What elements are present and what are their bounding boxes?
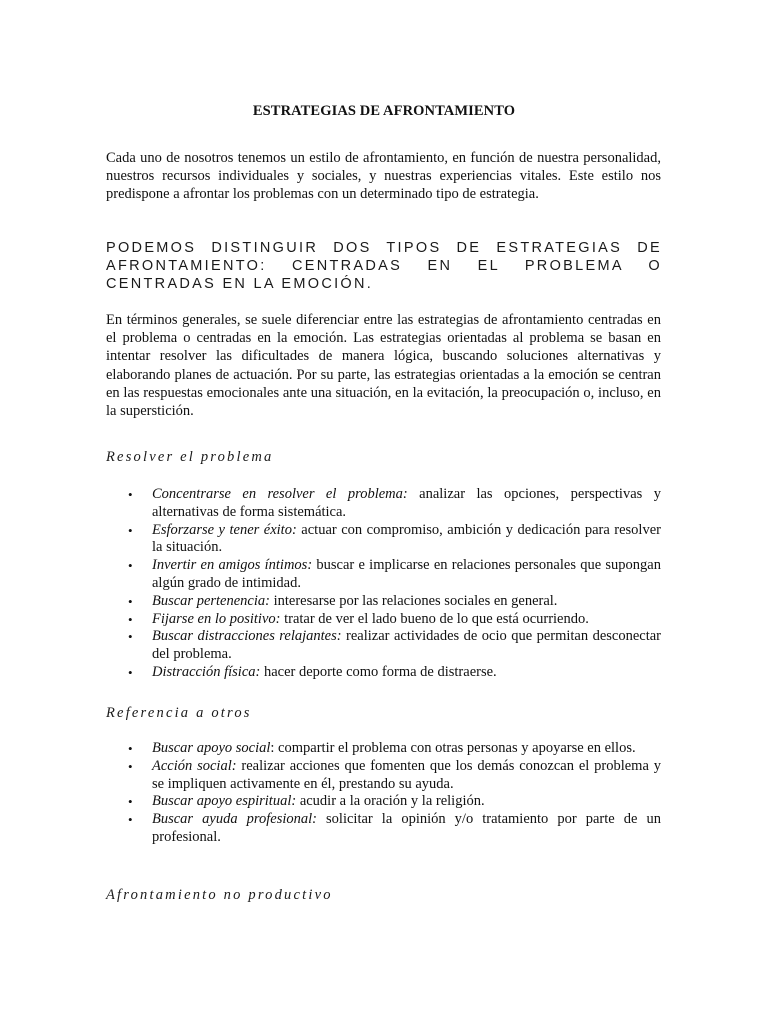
list-item [106, 611, 661, 629]
bullet-icon: • [128, 611, 133, 627]
bullet-icon: • [128, 741, 133, 756]
list-resolver [106, 486, 661, 682]
item-term: Buscar apoyo espiritual: [152, 793, 297, 810]
document-title: ESTRATEGIAS DE AFRONTAMIENTO [252, 103, 516, 119]
bullet-icon: • [128, 629, 133, 645]
list-item [106, 758, 661, 794]
intro-paragraph: Cada uno de nosotros tenemos un estilo de afrontamiento, en función de nuestra personalidad, nuestros recursos individuales y sociales, y nuestras experiencias vitales. Este estilo nos predispone a afrontar los problemas con un determinado tipo de estrategia. [106, 150, 661, 203]
section-heading-referencia: Referencia a otros [106, 705, 252, 721]
item-text: actuar con compromiso, ambición y dedicación para resolver la situación. [152, 521, 661, 556]
list-item [106, 522, 661, 558]
types-heading: PODEMOS DISTINGUIR DOS TIPOS DE ESTRATEGIAS DE AFRONTAMIENTO: CENTRADAS EN EL PROBLEMA O CENTRADAS EN LA EMOCIÓN. [106, 240, 662, 293]
item-text: realizar actividades de ocio que permitan desconectar del problema. [152, 628, 661, 663]
bullet-icon: • [128, 664, 133, 680]
list-referencia [106, 740, 661, 847]
item-term: Buscar pertenencia: [152, 592, 270, 609]
item-term: Buscar ayuda profesional: [152, 811, 317, 828]
bullet-icon: • [128, 558, 133, 574]
list-item [106, 664, 661, 682]
item-text: buscar e implicarse en relaciones personales que supongan algún grado de intimidad. [152, 557, 661, 591]
item-term: Fijarse en lo positivo: [152, 610, 281, 627]
item-term: Distracción física: [152, 663, 261, 680]
item-term: Esforzarse y tener éxito: [152, 521, 297, 538]
item-text: hacer deporte como forma de distraerse. [260, 663, 497, 680]
item-text: realizar acciones que fomenten que los demás conozcan el problema y se impliquen activamente en él, prestando su ayuda. [152, 757, 661, 792]
item-text: tratar de ver el lado bueno de lo que está ocurriendo. [280, 610, 589, 627]
item-text: acudir a la oración y la religión. [296, 793, 485, 810]
list-item [106, 740, 661, 758]
item-term: Buscar apoyo social [152, 740, 271, 756]
list-item [106, 557, 661, 593]
list-item [106, 593, 661, 611]
section-heading-resolver: Resolver el problema [106, 449, 274, 465]
section-heading-no-productivo: Afrontamiento no productivo [106, 887, 333, 903]
bullet-icon: • [128, 812, 133, 828]
item-term: Acción social: [152, 757, 237, 774]
item-term: Concentrarse en resolver el problema: [152, 486, 408, 502]
item-text: interesarse por las relaciones sociales en general. [269, 592, 558, 609]
item-text: solicitar la opinión y/o tratamiento por parte de un profesional. [152, 811, 661, 845]
bullet-icon: • [128, 593, 133, 609]
list-item [106, 628, 661, 664]
bullet-icon: • [128, 794, 133, 810]
item-text: : compartir el problema con otras personas y apoyarse en ellos. [270, 740, 636, 756]
item-term: Buscar distracciones relajantes: [152, 628, 342, 645]
bullet-icon: • [128, 758, 133, 774]
item-term: Invertir en amigos íntimos: [152, 557, 313, 574]
bullet-icon: • [128, 487, 133, 502]
list-item [106, 486, 661, 522]
bullet-icon: • [128, 522, 133, 538]
list-item [106, 793, 661, 811]
list-item [106, 811, 661, 847]
general-paragraph: En términos generales, se suele diferenciar entre las estrategias de afrontamiento centradas en el problema o centradas en la emoción. Las estrategias orientadas al problema se basan en intentar resolver las dificultades de manera lógica, buscando soluciones alternativas y elaborando planes de actuación. Por su parte, las estrategias orientadas a la emoción se centran en las respuestas emocionales ante una situación, en la evitación, la preocupación o, incluso, en la superstición. [106, 312, 661, 420]
item-text: analizar las opciones, perspectivas y alternativas de forma sistemática. [152, 486, 661, 520]
